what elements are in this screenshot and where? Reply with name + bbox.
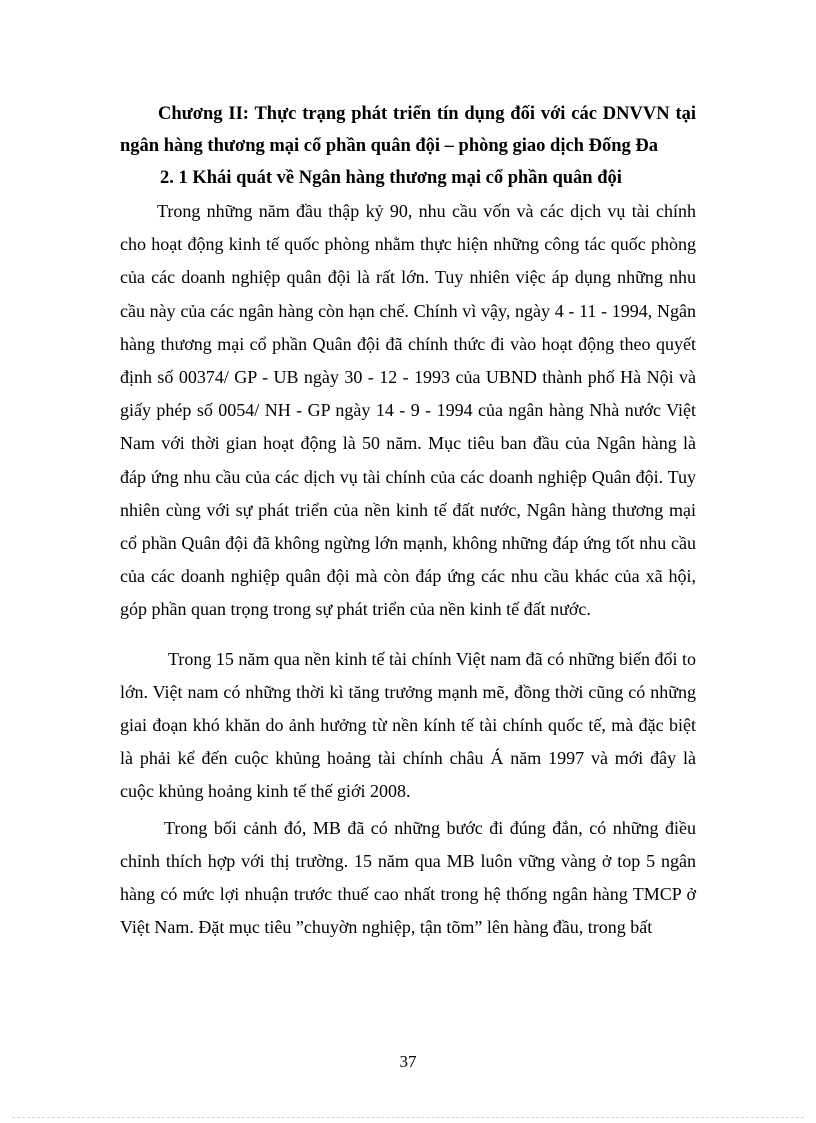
page-number: 37 (399, 1052, 417, 1071)
section-title: 2. 1 Khái quát về Ngân hàng thương mại cổ phần quân đội (160, 168, 622, 188)
chapter-title: Chương II: Thực trạng phát triển tín dụng đối với các DNVVN tại ngân hàng thương mại cổ phần quân đội – phòng giao dịch Đống Đa (120, 104, 696, 156)
page-content (120, 98, 696, 944)
paragraph-2: Trong 15 năm qua nền kinh tế tài chính Việt nam đã có những biến đổi to lớn. Việt nam có những thời kì tăng trưởng mạnh mẽ, đồng thời cũng có những giai đoạn khó khăn do ảnh hưởng từ nền kính tế tài chính quốc tế, mà đặc biệt là phải kể đến cuộc khủng hoảng tài chính châu Á năm 1997 và mới đây là cuộc khủng hoảng kinh tế thế giới 2008. (120, 648, 696, 802)
paragraph-3: Trong bối cảnh đó, MB đã có những bước đi đúng đắn, có những điều chỉnh thích hợp với thị trường. 15 năm qua MB luôn vững vàng ở top 5 ngân hàng có mức lợi nhuận trước thuế cao nhất trong hệ thống ngân hàng TMCP ở Việt Nam. Đặt mục tiêu ”chuyờn nghiệp, tận tõm” lên hàng đầu, trong bất (120, 817, 696, 938)
paragraph-1: Trong những năm đầu thập kỷ 90, nhu cầu vốn và các dịch vụ tài chính cho hoạt động kinh tế quốc phòng nhằm thực hiện những công tác quốc phòng của các doanh nghiệp quân đội là rất lớn. Tuy nhiên việc áp dụng những nhu cầu này của các ngân hàng còn hạn chế. Chính vì vậy, ngày 4 - 11 - 1994, Ngân hàng thương mại cổ phần Quân đội đã chính thức đi vào hoạt động theo quyết định số 00374/ GP - UB ngày 30 - 12 - 1993 của UBND thành phố Hà Nội và giấy phép số 0054/ NH - GP ngày 14 - 9 - 1994 của ngân hàng Nhà nước Việt Nam với thời gian hoạt động là 50 năm. Mục tiêu ban đầu của Ngân hàng là đáp ứng nhu cầu của các dịch vụ tài chính của các doanh nghiệp Quân đội. Tuy nhiên cùng với sự phát triển của nền kinh tế đất nước, Ngân hàng thương mại cổ phần Quân đội đã không ngừng lớn mạnh, không những đáp ứng tốt nhu cầu của các doanh nghiệp quân đội mà còn đáp ứng các nhu cầu khác của xã hội, góp phần quan trọng trong sự phát triển của nền kinh tế đất nước. (120, 201, 696, 620)
page-bottom-border (12, 1117, 804, 1118)
